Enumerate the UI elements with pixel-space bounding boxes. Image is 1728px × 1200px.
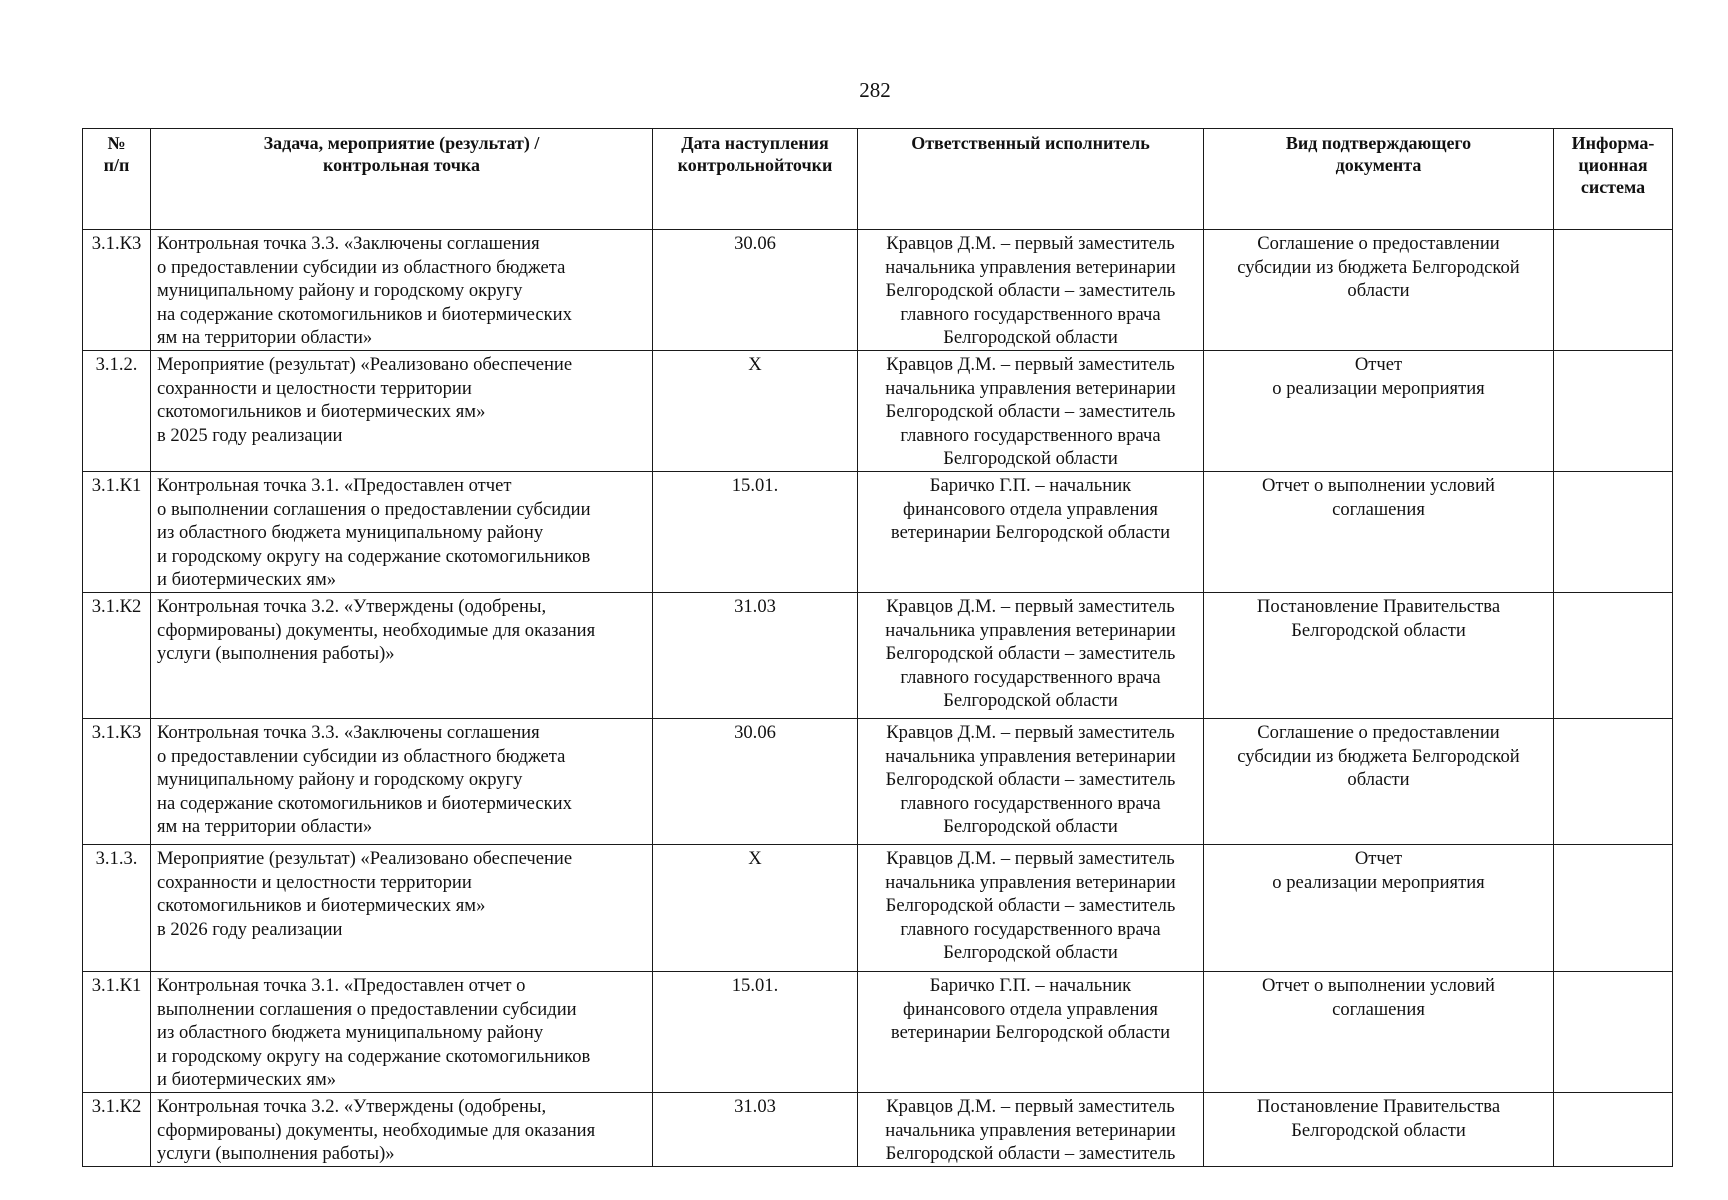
header-system [1554, 129, 1673, 230]
text-line: скотомогильников и биотермических ям» [157, 401, 486, 423]
text-line: соглашения [1332, 498, 1425, 520]
row-task [151, 844, 653, 971]
row-executor [858, 592, 1204, 718]
text-line: сохранности и целостности территории [157, 871, 472, 893]
text-line: ветеринарии Белгородской области [890, 522, 1171, 544]
row-system [1554, 592, 1673, 718]
control-points-table [82, 128, 1673, 1167]
header-doc [1204, 129, 1554, 230]
text-line: о предоставлении субсидии из областного бюджета [157, 745, 566, 767]
text-line: п/п [103, 155, 130, 175]
text-line: Отчет о выполнении условий [1262, 474, 1495, 496]
text-line: Отчет о выполнении условий [1262, 974, 1495, 996]
text-line: Белгородской области – заместитель [885, 1143, 1176, 1165]
text-line: Баричко Г.П. – начальник [929, 974, 1132, 996]
text-line: из областного бюджета муниципальному району [157, 522, 544, 544]
text-line: субсидии из бюджета Белгородской [1237, 745, 1520, 767]
text-line: начальника управления ветеринарии [885, 619, 1176, 641]
row-executor [858, 971, 1204, 1092]
row-document [1204, 471, 1554, 592]
text-line: Белгородской области – заместитель [885, 401, 1176, 423]
row-date: 15.01. [653, 471, 858, 592]
text-line: ветеринарии Белгородской области [890, 1022, 1171, 1044]
row-task [151, 230, 653, 351]
text-line: начальника управления ветеринарии [885, 1119, 1176, 1141]
row-date: 31.03 [653, 1092, 858, 1166]
text-line: Дата наступления [681, 133, 829, 153]
row-document [1204, 844, 1554, 971]
table-row [83, 471, 1673, 592]
text-line: на содержание скотомогильников и биотермических [157, 303, 572, 325]
text-line: начальника управления ветеринарии [885, 377, 1176, 399]
text-line: начальника управления ветеринарии [885, 256, 1176, 278]
row-task [151, 471, 653, 592]
text-line: ям на территории области» [157, 816, 373, 838]
row-date: 30.06 [653, 230, 858, 351]
row-task [151, 718, 653, 844]
text-line: № [107, 133, 126, 153]
text-line: главного государственного врача [900, 918, 1161, 940]
text-line: в 2026 году реализации [157, 918, 343, 940]
row-system [1554, 471, 1673, 592]
table-row [83, 592, 1673, 718]
text-line: сохранности и целостности территории [157, 377, 472, 399]
text-line: в 2025 году реализации [157, 424, 343, 446]
text-line: Контрольная точка 3.3. «Заключены соглашения [157, 721, 540, 743]
text-line: начальника управления ветеринарии [885, 745, 1176, 767]
text-line: Белгородской области [943, 942, 1118, 964]
row-system [1554, 718, 1673, 844]
text-line: Ответственный исполнитель [911, 133, 1150, 153]
text-line: услуги (выполнения работы)» [157, 1143, 395, 1165]
text-line: и биотермических ям» [157, 1069, 337, 1091]
text-line: Белгородской области [943, 816, 1118, 838]
text-line: области [1347, 769, 1410, 791]
text-line: из областного бюджета муниципальному району [157, 1022, 544, 1044]
text-line: Постановление Правительства [1256, 1095, 1501, 1117]
row-system [1554, 1092, 1673, 1166]
text-line: главного государственного врача [900, 666, 1161, 688]
text-line: контрольнойточки [677, 155, 833, 175]
text-line: Белгородской области – заместитель [885, 895, 1176, 917]
text-line: Кравцов Д.М. – первый заместитель [886, 595, 1175, 617]
table-row [83, 350, 1673, 471]
text-line: Кравцов Д.М. – первый заместитель [886, 847, 1175, 869]
text-line: главного государственного врача [900, 792, 1161, 814]
page-number: 282 [859, 78, 891, 102]
text-line: Баричко Г.П. – начальник [929, 474, 1132, 496]
text-line: Кравцов Д.М. – первый заместитель [886, 233, 1175, 254]
text-line: Контрольная точка 3.1. «Предоставлен отчет [157, 474, 512, 496]
text-line: субсидии из бюджета Белгородской [1237, 256, 1520, 278]
text-line: контрольная точка [323, 155, 480, 175]
table-header [83, 129, 1673, 230]
text-line: Контрольная точка 3.2. «Утверждены (одобрены, [157, 1095, 547, 1117]
row-number: 3.1.К3 [83, 230, 151, 351]
row-executor [858, 1092, 1204, 1166]
table-body [83, 230, 1673, 1167]
text-line: Кравцов Д.М. – первый заместитель [886, 1095, 1175, 1117]
text-line: Белгородской области – заместитель [885, 769, 1176, 791]
row-system [1554, 971, 1673, 1092]
text-line: документа [1335, 155, 1422, 175]
row-task [151, 971, 653, 1092]
row-executor [858, 471, 1204, 592]
text-line: Контрольная точка 3.2. «Утверждены (одобрены, [157, 595, 547, 617]
row-number: 3.1.К3 [83, 718, 151, 844]
row-task [151, 350, 653, 471]
text-line: главного государственного врача [900, 424, 1161, 446]
row-executor [858, 350, 1204, 471]
text-line: Кравцов Д.М. – первый заместитель [886, 353, 1175, 375]
header-executor [858, 129, 1204, 230]
row-executor [858, 718, 1204, 844]
text-line: на содержание скотомогильников и биотермических [157, 792, 572, 814]
table-row [83, 971, 1673, 1092]
row-number: 3.1.К2 [83, 592, 151, 718]
row-document [1204, 592, 1554, 718]
row-date: 31.03 [653, 592, 858, 718]
table-row [83, 230, 1673, 351]
text-line: выполнении соглашения о предоставлении субсидии [157, 998, 577, 1020]
text-line: Белгородской области [943, 690, 1118, 712]
row-date: Х [653, 844, 858, 971]
text-line: Белгородской области [1291, 1119, 1466, 1141]
row-date: 15.01. [653, 971, 858, 1092]
row-document [1204, 971, 1554, 1092]
text-line: ционная [1578, 155, 1648, 175]
row-number: 3.1.3. [83, 844, 151, 971]
text-line: Белгородской области – заместитель [885, 280, 1176, 302]
text-line: сформированы) документы, необходимые для оказания [157, 1119, 596, 1141]
text-line: Задача, мероприятие (результат) / [263, 133, 540, 153]
text-line: Мероприятие (результат) «Реализовано обеспечение [157, 847, 573, 869]
text-line: Мероприятие (результат) «Реализовано обеспечение [157, 353, 573, 375]
text-line: Постановление Правительства [1256, 595, 1501, 617]
text-line: Информа- [1571, 133, 1655, 153]
row-number: 3.1.К2 [83, 1092, 151, 1166]
row-date: Х [653, 350, 858, 471]
row-task [151, 1092, 653, 1166]
row-number: 3.1.2. [83, 350, 151, 471]
text-line: главного государственного врача [900, 303, 1161, 325]
row-number: 3.1.К1 [83, 471, 151, 592]
text-line: о выполнении соглашения о предоставлении субсидии [157, 498, 591, 520]
row-executor [858, 230, 1204, 351]
table-row [83, 718, 1673, 844]
text-line: Соглашение о предоставлении [1257, 721, 1500, 743]
text-line: финансового отдела управления [903, 998, 1158, 1020]
text-line: Контрольная точка 3.1. «Предоставлен отчет о [157, 974, 526, 996]
text-line: Белгородской области [943, 448, 1118, 470]
text-line: сформированы) документы, необходимые для оказания [157, 619, 596, 641]
text-line: Белгородской области – заместитель [885, 643, 1176, 665]
row-document [1204, 1092, 1554, 1166]
text-line: финансового отдела управления [903, 498, 1158, 520]
text-line: Отчет [1354, 353, 1403, 375]
row-task [151, 592, 653, 718]
text-line: Белгородской области [943, 327, 1118, 349]
header-num [83, 129, 151, 230]
row-document [1204, 350, 1554, 471]
row-executor [858, 844, 1204, 971]
text-line: Отчет [1354, 847, 1403, 869]
text-line: ям на территории области» [157, 327, 373, 349]
text-line: Контрольная точка 3.3. «Заключены соглашения [157, 233, 540, 254]
row-system [1554, 350, 1673, 471]
row-system [1554, 844, 1673, 971]
text-line: области [1347, 280, 1410, 302]
text-line: и биотермических ям» [157, 569, 337, 591]
table-row [83, 844, 1673, 971]
text-line: соглашения [1332, 998, 1425, 1020]
text-line: начальника управления ветеринарии [885, 871, 1176, 893]
text-line: Кравцов Д.М. – первый заместитель [886, 721, 1175, 743]
text-line: и городскому округу на содержание скотомогильников [157, 1045, 591, 1067]
text-line: Белгородской области [1291, 619, 1466, 641]
text-line: муниципальному району и городскому округу [157, 280, 523, 302]
row-number: 3.1.К1 [83, 971, 151, 1092]
text-line: и городскому округу на содержание скотомогильников [157, 545, 591, 567]
text-line: система [1580, 177, 1646, 197]
text-line: о предоставлении субсидии из областного бюджета [157, 256, 566, 278]
text-line: о реализации мероприятия [1272, 377, 1485, 399]
text-line: о реализации мероприятия [1272, 871, 1485, 893]
text-line: муниципальному району и городскому округу [157, 769, 523, 791]
row-date: 30.06 [653, 718, 858, 844]
row-document [1204, 718, 1554, 844]
row-document [1204, 230, 1554, 351]
text-line: скотомогильников и биотермических ям» [157, 895, 486, 917]
row-system [1554, 230, 1673, 351]
header-date [653, 129, 858, 230]
table-row [83, 1092, 1673, 1166]
text-line: Вид подтверждающего [1285, 133, 1472, 153]
header-row [83, 129, 1673, 230]
text-line: услуги (выполнения работы)» [157, 643, 395, 665]
text-line: Соглашение о предоставлении [1257, 233, 1500, 254]
header-task [151, 129, 653, 230]
